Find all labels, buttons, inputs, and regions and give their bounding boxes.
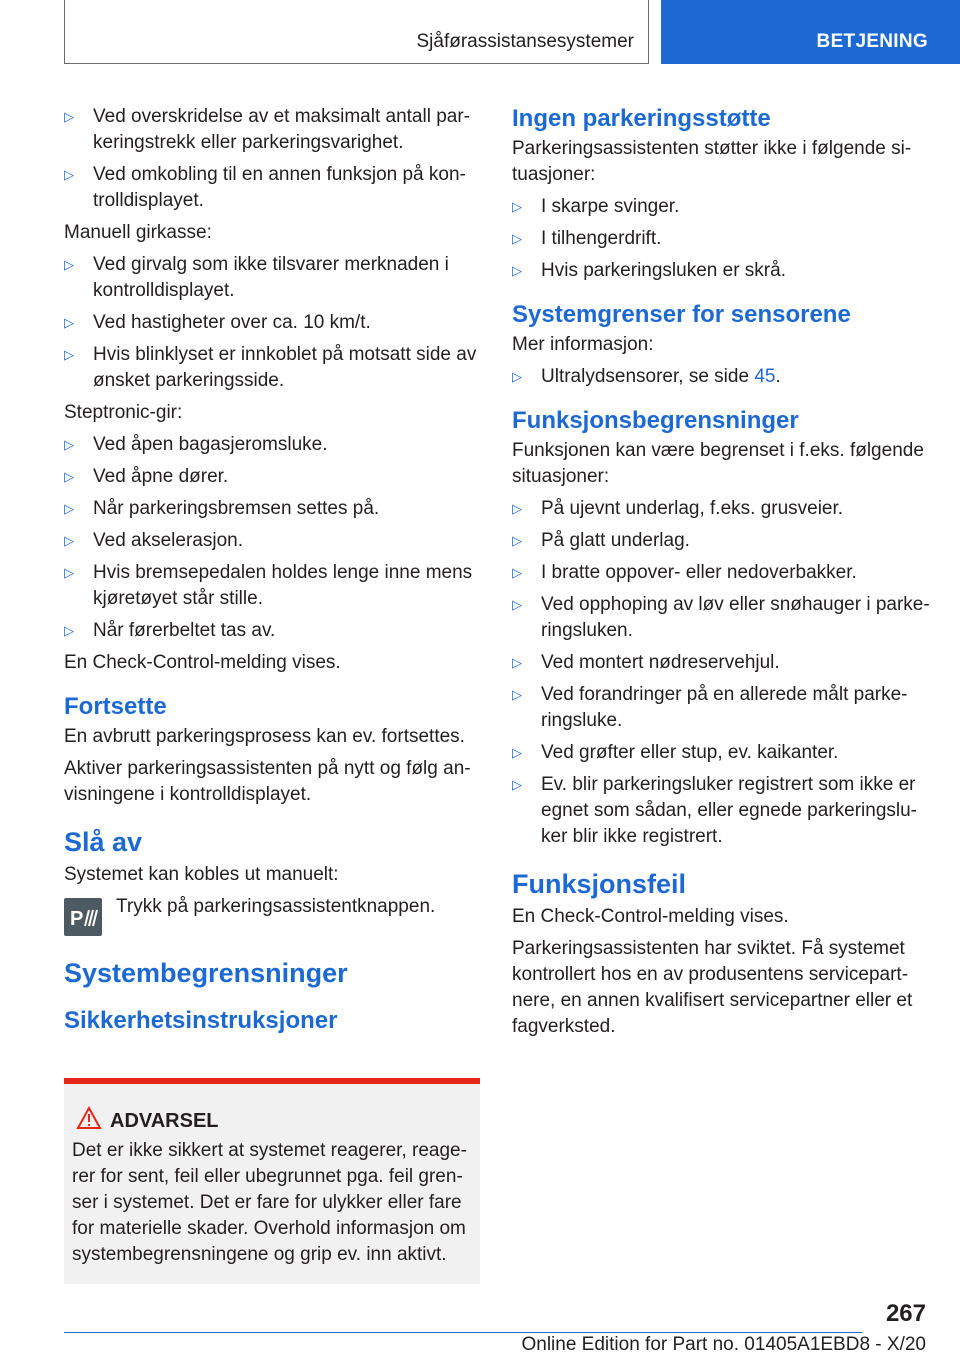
heading-systemgrenser: Systemgrenser for sensorene [512, 301, 851, 328]
list-item: ▷ Ved opphoping av løv eller snøhauger i parke-ringsluken. [512, 594, 930, 641]
parking-assistant-button-icon [64, 898, 102, 936]
list-item: ▷ Når førerbeltet tas av. [64, 618, 482, 644]
bullet-triangle-icon: ▷ [512, 263, 522, 278]
header-title-box [64, 0, 649, 64]
paragraph: Aktiver parkeringsassistenten på nytt og følg an-visningene i kontrolldisplayet. [64, 758, 471, 805]
list-item: ▷ Ved åpne dører. [64, 464, 482, 490]
paragraph: En avbrutt parkeringsprosess kan ev. fortsettes. [64, 726, 465, 747]
bullet-triangle-icon: ▷ [64, 257, 74, 272]
paragraph: Systemet kan kobles ut manuelt: [64, 864, 339, 885]
heading-ingen-parkeringsstotte: Ingen parkeringsstøtte [512, 105, 771, 132]
bullet-triangle-icon: ▷ [64, 109, 74, 124]
heading-funksjonsfeil: Funksjonsfeil [512, 869, 687, 899]
paragraph: Funksjonen kan være begrenset i f.eks. følgende situasjoner: [512, 440, 924, 487]
list-item: ▷ Ved akselerasjon. [64, 528, 482, 554]
bullet-triangle-icon: ▷ [64, 565, 74, 580]
list-item: ▷ Ved forandringer på en allerede målt parke-ringsluke. [512, 684, 908, 731]
bullet-triangle-icon: ▷ [512, 655, 522, 670]
list-item: ▷ Ved omkobling til en annen funksjon på kon-trolldisplayet. [64, 164, 466, 211]
bullet-triangle-icon: ▷ [512, 501, 522, 516]
bullet-triangle-icon: ▷ [512, 533, 522, 548]
list-item: ▷ Når parkeringsbremsen settes på. [64, 496, 482, 522]
bullet-triangle-icon: ▷ [512, 199, 522, 214]
bullet-triangle-icon: ▷ [64, 533, 74, 548]
bullet-triangle-icon: ▷ [64, 315, 74, 330]
section-label: BETJENING [816, 31, 928, 52]
bullet-triangle-icon: ▷ [64, 437, 74, 452]
list-item: ▷ I skarpe svinger. [512, 194, 932, 220]
list-item: ▷ I bratte oppover- eller nedoverbakker. [512, 560, 932, 586]
list-item: ▷ I tilhengerdrift. [512, 226, 932, 252]
paragraph: Parkeringsassistenten støtter ikke i følgende si-tuasjoner: [512, 138, 912, 185]
button-instruction: Trykk på parkeringsassistentknappen. [116, 896, 436, 917]
bullet-triangle-icon: ▷ [512, 777, 522, 792]
heading-systembegrensninger: Systembegrensninger [64, 958, 348, 988]
bullet-triangle-icon: ▷ [512, 231, 522, 246]
bullet-triangle-icon: ▷ [64, 501, 74, 516]
warning-title: ADVARSEL [110, 1110, 219, 1132]
bullet-triangle-icon: ▷ [64, 469, 74, 484]
list-item: ▷ Ved overskridelse av et maksimalt antall par-keringstrekk eller parkeringsvarighet. [64, 106, 470, 153]
bullet-triangle-icon: ▷ [512, 687, 522, 702]
list-item: ▷ Hvis parkeringsluken er skrå. [512, 258, 932, 284]
bullet-triangle-icon: ▷ [512, 369, 522, 384]
list-item: ▷ Ved montert nødreservehjul. [512, 650, 932, 676]
paragraph: En Check-Control-melding vises. [512, 906, 789, 927]
header-section-tab [661, 0, 960, 64]
right-column [512, 104, 932, 1046]
list-item: ▷ På ujevnt underlag, f.eks. grusveier. [512, 496, 932, 522]
warning-triangle-icon [76, 1106, 102, 1130]
list-item: ▷ Ved åpen bagasjeromsluke. [64, 432, 482, 458]
footer-divider [64, 1332, 862, 1333]
bullet-triangle-icon: ▷ [64, 167, 74, 182]
list-item: ▷ Ev. blir parkeringsluker registrert som ikke er egnet som sådan, eller egnede parkeringslu-ker blir ikke registrert. [512, 774, 918, 847]
heading-sla-av: Slå av [64, 827, 143, 857]
warning-box [64, 1078, 480, 1284]
list-item: ▷ Hvis bremsepedalen holdes lenge inne mens kjøretøyet står stille. [64, 562, 473, 609]
list-item: ▷ Hvis blinklyset er innkoblet på motsatt side av ønsket parkeringsside. [64, 344, 477, 391]
parking-button-row [64, 894, 482, 940]
bullet-triangle-icon: ▷ [64, 347, 74, 362]
bullet-triangle-icon: ▷ [512, 745, 522, 760]
paragraph: Parkeringsassistenten har sviktet. Få systemet kontrollert hos en av produsentens servicepart-nere, en annen kvalifisert servicepartner eller et fagverksted. [512, 938, 913, 1037]
page-link[interactable]: 45 [754, 366, 776, 387]
chapter-title: Sjåførassistansesystemer [416, 31, 634, 52]
check-control-text: En Check-Control-melding vises. [64, 652, 341, 673]
list-item: ▷ Ultralydsensorer, se side 45. [512, 364, 932, 390]
list-item: ▷ Ved grøfter eller stup, ev. kaikanter. [512, 740, 932, 766]
heading-funksjonsbegrensninger: Funksjonsbegrensninger [512, 407, 799, 434]
list-item: ▷ Ved hastigheter over ca. 10 km/t. [64, 310, 482, 336]
list-item: ▷ Ved girvalg som ikke tilsvarer merknaden i kontrolldisplayet. [64, 254, 449, 301]
heading-fortsette: Fortsette [64, 693, 167, 720]
footer-edition: Online Edition for Part no. 01405A1EBD8 - X/20 [521, 1334, 926, 1355]
manual-gearbox-label: Manuell girkasse: [64, 222, 212, 243]
bullet-triangle-icon: ▷ [512, 597, 522, 612]
bullet-triangle-icon: ▷ [512, 565, 522, 580]
svg-text:P: P [70, 908, 84, 930]
page-number: 267 [885, 1300, 926, 1327]
steptronic-label: Steptronic-gir: [64, 402, 183, 423]
bullet-triangle-icon: ▷ [64, 623, 74, 638]
warning-text: Det er ikke sikkert at systemet reagerer, reage-rer for sent, feil eller ubegrunnet pga. feil gren-ser i systemet. Det er fare for ulykker eller fare for materielle skader. Overhold informasjon om systembegrensningene og grip ev. inn aktivt. [72, 1140, 467, 1265]
list-item: ▷ På glatt underlag. [512, 528, 932, 554]
heading-sikkerhetsinstruksjoner: Sikkerhetsinstruksjoner [64, 1007, 338, 1034]
paragraph: Mer informasjon: [512, 334, 654, 355]
left-column [64, 104, 482, 1038]
